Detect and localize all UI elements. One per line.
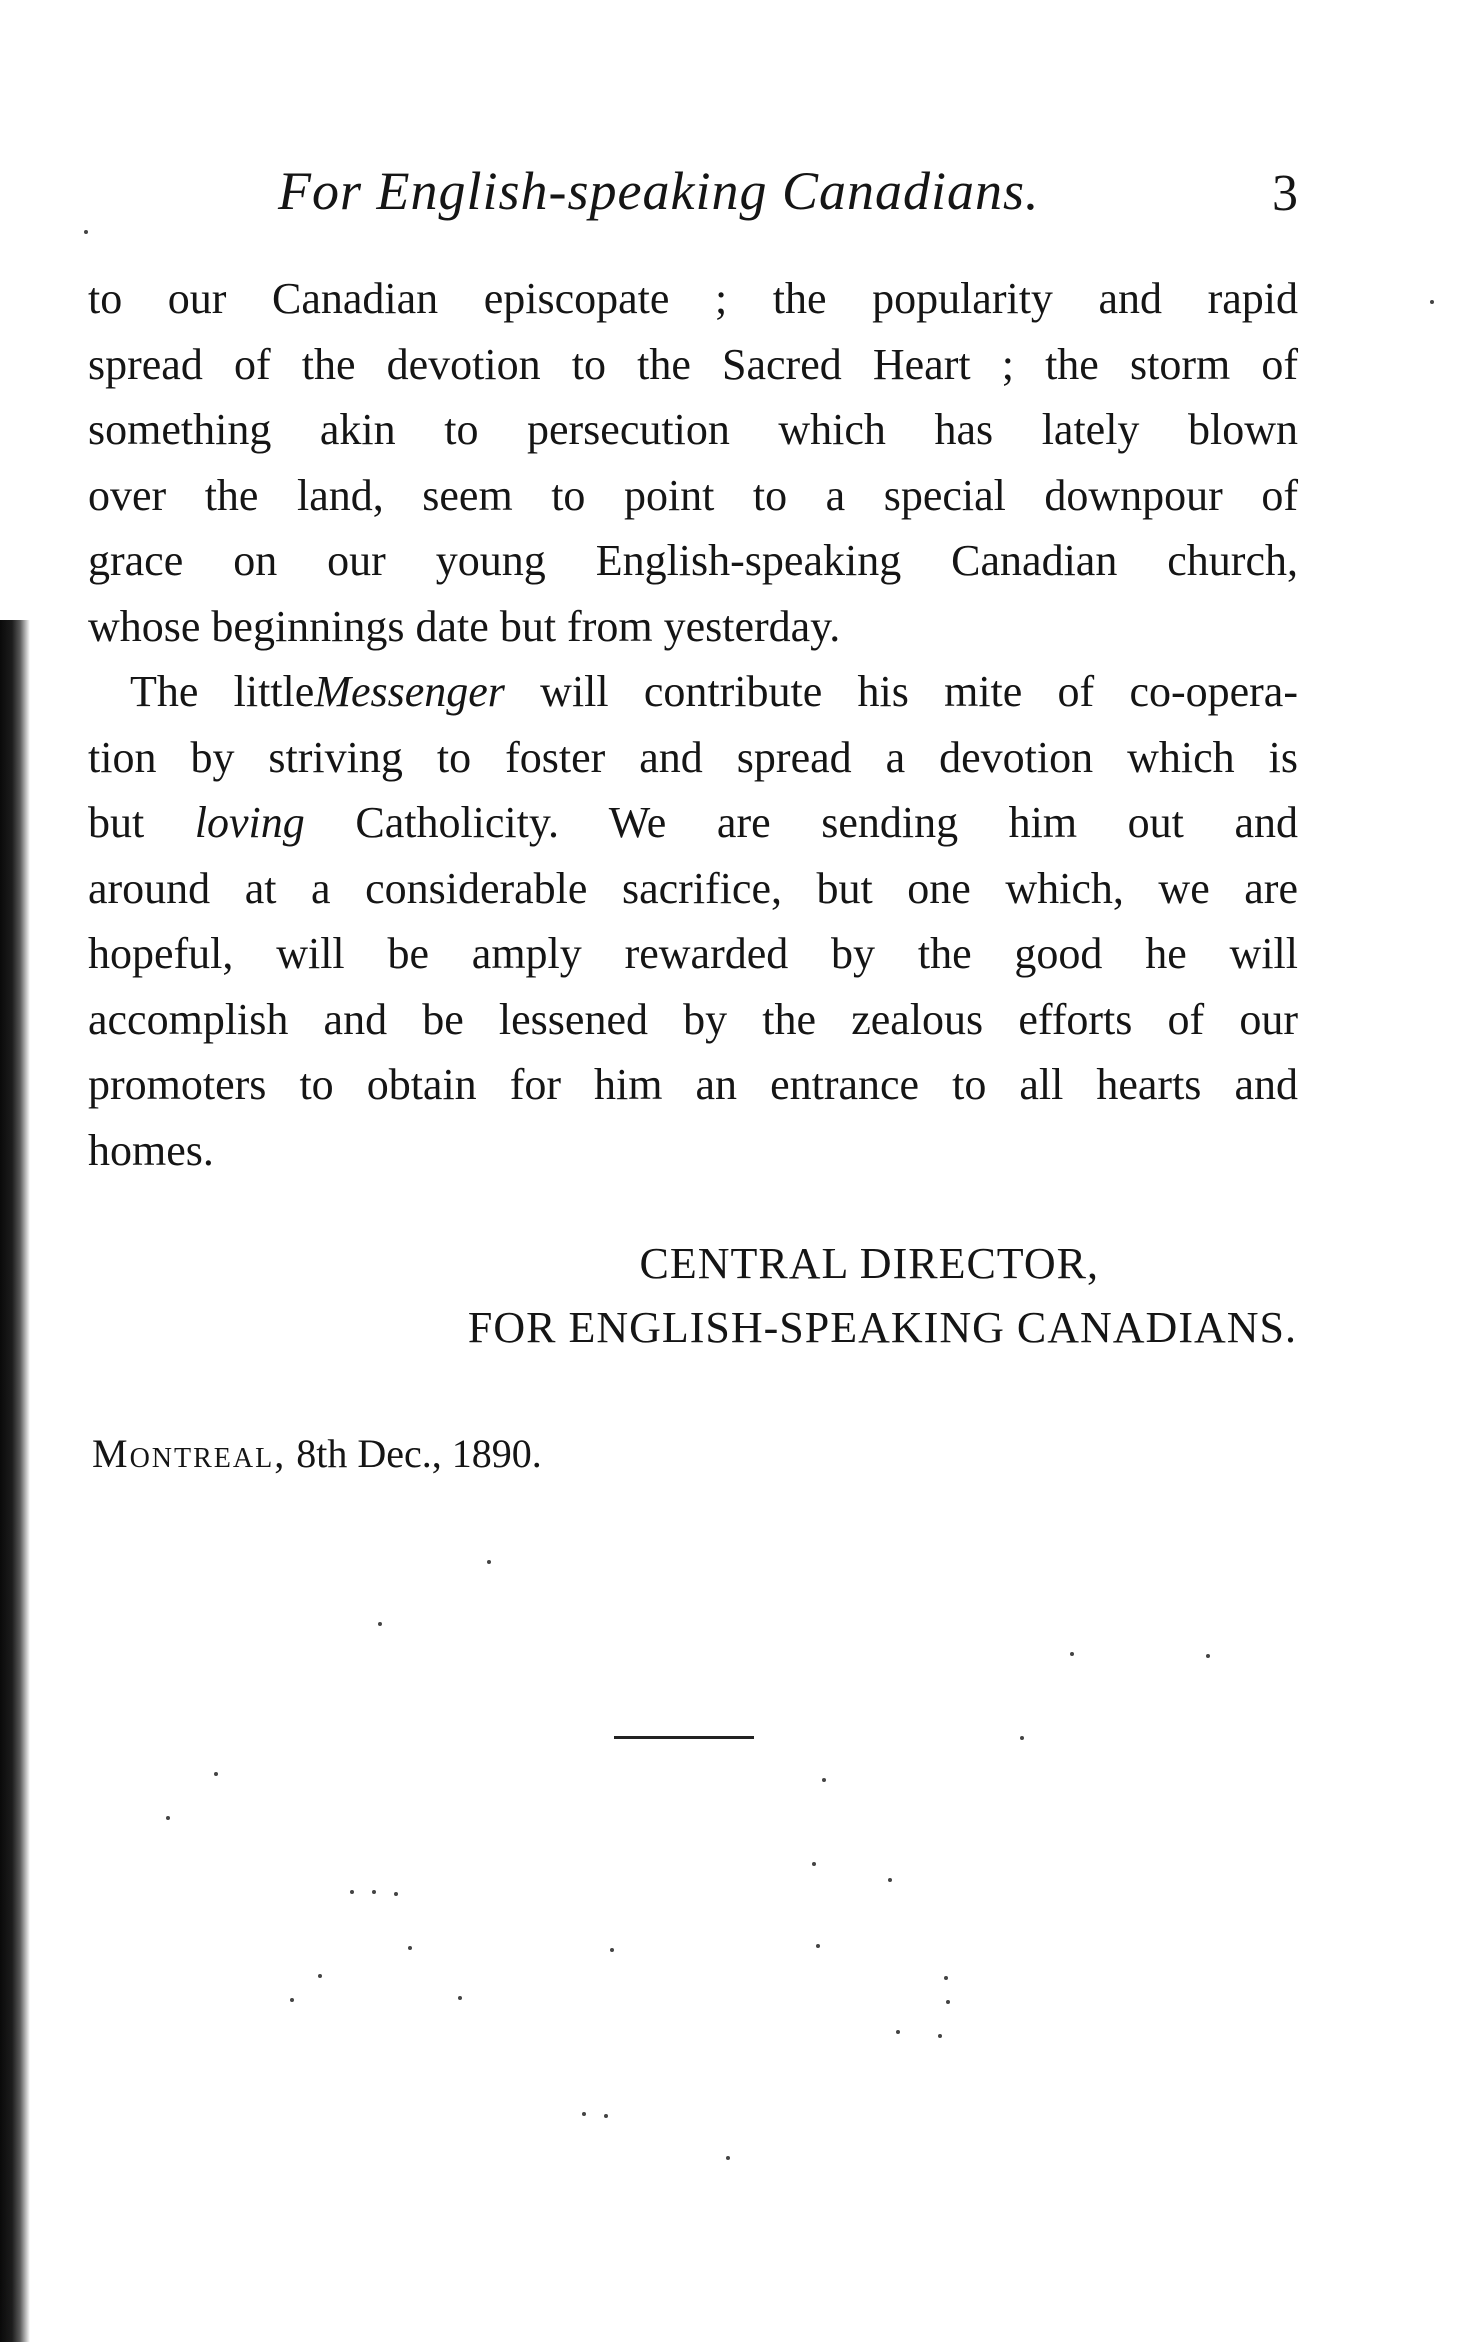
speck: [408, 1946, 412, 1950]
section-rule: [614, 1736, 754, 1739]
speck: [372, 1890, 376, 1894]
speck: [1430, 300, 1434, 304]
speck: [816, 1944, 820, 1948]
text-run: The little: [130, 667, 315, 716]
text-line: accomplish and be lessened by the zealous efforts of our: [88, 994, 1298, 1044]
speck: [888, 1878, 892, 1882]
speck: [610, 1948, 614, 1952]
speck: [822, 1778, 826, 1782]
speck: [944, 1976, 948, 1980]
speck: [84, 230, 88, 234]
speck: [938, 2034, 942, 2038]
speck: [350, 1890, 354, 1894]
page-header: [88, 160, 1298, 240]
text-line: promoters to obtain for him an entrance to all hearts and: [88, 1060, 1298, 1109]
speck: [290, 1998, 294, 2002]
speck: [318, 1974, 322, 1978]
speck: [378, 1622, 382, 1626]
text-line: grace on our young English-speaking Canadian church,: [88, 536, 1298, 585]
speck: [896, 2030, 900, 2034]
text-line: to our Canadian episcopate ; the popularity and rapid: [88, 274, 1298, 323]
speck: [1206, 1654, 1210, 1658]
dateline-date: 8th Dec., 1890.: [286, 1431, 542, 1476]
text-line: tion by striving to foster and spread a devotion which is: [88, 732, 1298, 782]
text-line: hopeful, will be amply rewarded by the good he will: [88, 929, 1298, 978]
speck: [1020, 1736, 1024, 1740]
page-number: 3: [1272, 165, 1298, 222]
speck: [166, 1816, 170, 1820]
text-line: around at a considerable sacrifice, but one which, we are: [88, 863, 1298, 913]
speck: [812, 1862, 816, 1866]
paragraph-2: [88, 659, 1298, 1183]
running-head: For English-speaking Canadians.: [278, 161, 1040, 221]
text-line: [88, 659, 1298, 725]
signature-line-1: CENTRAL DIRECTOR,: [639, 1239, 1099, 1288]
speck: [214, 1772, 218, 1776]
text-line: over the land, seem to point to a special downpour of: [88, 470, 1298, 520]
text-run: will contribute his mite of co-opera-: [504, 667, 1298, 716]
text-line: something akin to persecution which has lately blown: [88, 405, 1298, 454]
body-text: [88, 266, 1298, 1183]
text-line: [88, 790, 1298, 856]
text-run: Catholicity. We are sending him out and: [304, 798, 1298, 847]
speck: [458, 1996, 462, 2000]
dateline-place: Montreal,: [92, 1431, 287, 1476]
text-line: whose beginnings date but from yesterday.: [88, 601, 841, 651]
paragraph-1: [88, 266, 1298, 659]
text-line: homes.: [88, 1125, 214, 1175]
emphasis-loving: loving: [194, 798, 305, 847]
signature-line-2: FOR ENGLISH-SPEAKING CANADIANS.: [467, 1303, 1297, 1352]
speck: [604, 2114, 608, 2118]
messenger-title: Messenger: [314, 667, 505, 716]
dateline: [92, 1430, 542, 1477]
speck: [1070, 1652, 1074, 1656]
speck: [582, 2112, 586, 2116]
speck: [726, 2156, 730, 2160]
page-binding-edge: [0, 620, 30, 2342]
speck: [394, 1892, 398, 1896]
text-run: but: [88, 798, 195, 847]
speck: [487, 1560, 491, 1564]
speck: [946, 2000, 950, 2004]
text-line: spread of the devotion to the Sacred Heart ; the storm of: [88, 339, 1298, 389]
